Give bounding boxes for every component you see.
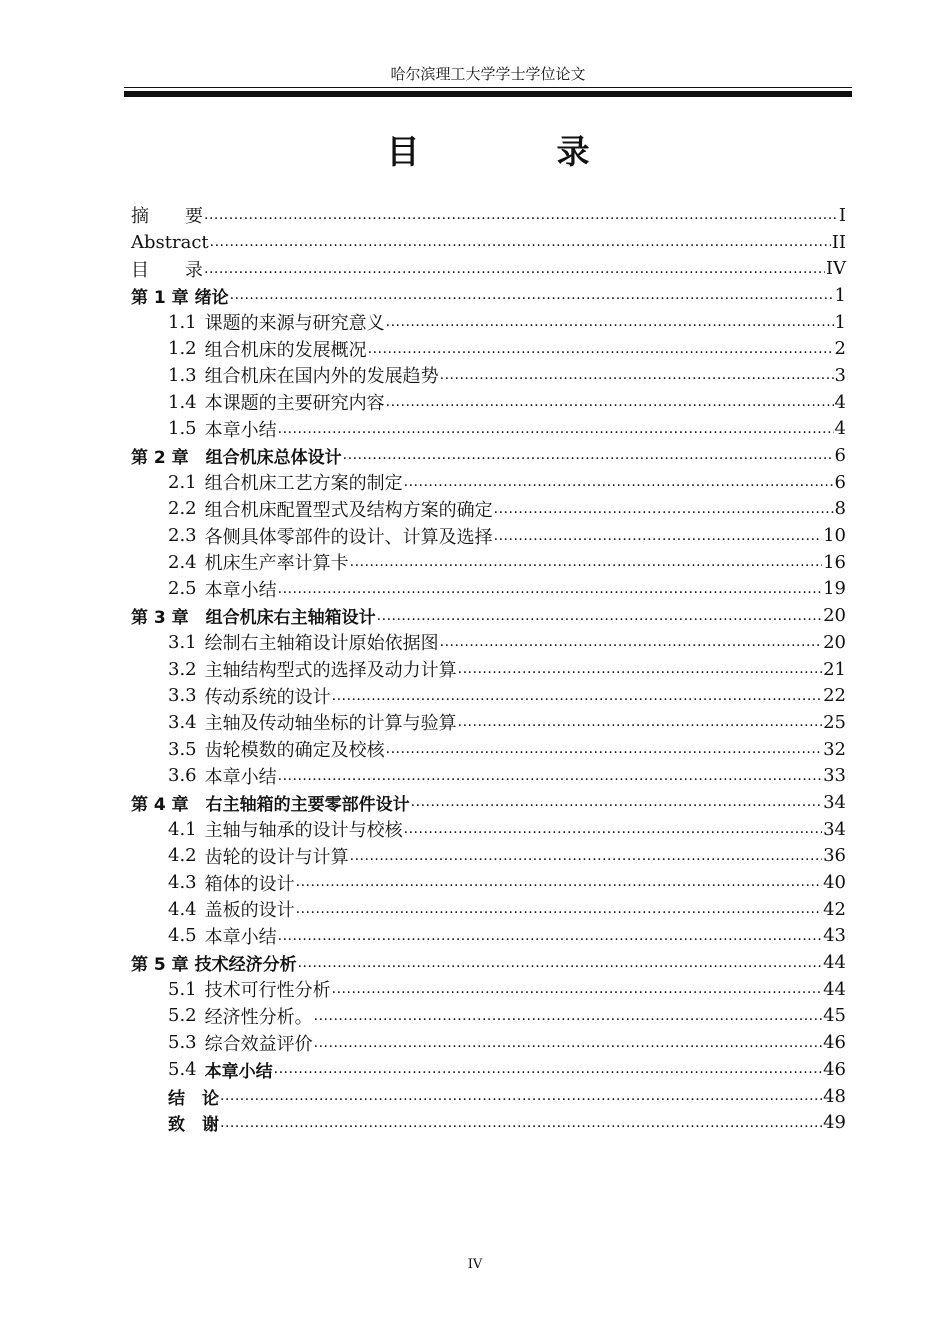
table-of-contents [131,202,846,1136]
toc-entry-label: 第 3 章 组合机床右主轴箱设计 [131,608,376,629]
toc-entry[interactable] [131,1083,846,1110]
toc-entry[interactable] [131,282,846,309]
toc-entry-page: 48 [823,1085,846,1107]
toc-entry[interactable] [131,869,846,896]
page-title: 目 录 [386,132,642,171]
dot-leader [230,288,834,308]
dot-leader [314,1009,822,1029]
toc-entry-page: 20 [823,605,846,627]
toc-entry[interactable] [131,469,846,496]
toc-entry-page: 6 [834,445,846,467]
toc-entry[interactable] [131,896,846,923]
toc-entry-page: 1 [834,284,846,306]
toc-entry-page: 3 [834,364,846,386]
toc-entry[interactable] [131,629,846,656]
toc-entry-page: 16 [823,551,846,573]
toc-entry-page: 4 [834,391,846,413]
toc-entry[interactable] [131,1003,846,1030]
toc-entry-number: 5.1 [168,978,197,1000]
toc-entry-label: 本章小结 [204,579,277,601]
toc-entry-label: 结 论 [168,1088,219,1109]
toc-entry-page: 34 [823,818,846,840]
toc-entry-label: 齿轮的设计与计算 [204,846,349,868]
toc-entry[interactable] [131,335,846,362]
toc-entry-label: 本章小结 [204,926,277,948]
toc-entry-label: 箱体的设计 [204,873,295,895]
toc-entry-number: 2.4 [168,551,197,573]
toc-entry-page: 46 [823,1058,846,1080]
toc-entry[interactable] [131,255,846,282]
dot-leader [314,1036,822,1056]
dot-leader [220,1116,822,1136]
dot-leader [298,956,823,976]
toc-entry-page: 49 [823,1112,846,1134]
toc-entry[interactable] [131,576,846,603]
toc-entry-page: 20 [823,631,846,653]
dot-leader [404,475,834,495]
toc-entry-label: 本课题的主要研究内容 [204,393,385,415]
toc-entry-number: 2.1 [168,471,197,493]
toc-entry-label: 主轴与轴承的设计与校核 [204,820,403,842]
dot-leader [458,715,822,735]
toc-entry-number: 2.5 [168,578,197,600]
dot-leader [332,689,822,709]
dot-leader [278,582,822,602]
dot-leader [404,822,822,842]
toc-entry-number: 5.2 [168,1005,197,1027]
toc-entry[interactable] [131,496,846,523]
dot-leader [440,368,834,388]
toc-entry-page: 25 [823,711,846,733]
dot-leader [296,902,822,922]
toc-entry-number: 4.5 [168,925,197,947]
dot-leader [494,529,822,549]
toc-entry-page: 21 [823,658,846,680]
page-number: IV [467,1257,483,1272]
toc-entry-number: 1.1 [168,311,197,333]
toc-entry-label: 主轴结构型式的选择及动力计算 [204,660,457,682]
toc-entry[interactable] [131,389,846,416]
toc-entry[interactable] [131,442,846,469]
toc-entry-label: 目 录 [131,259,203,281]
dot-leader [350,849,822,869]
toc-entry-label: 组合机床在国内外的发展趋势 [204,366,439,388]
toc-entry-number: 3.5 [168,738,197,760]
toc-entry-page: 44 [823,978,846,1000]
toc-entry-label: 经济性分析。 [204,1006,313,1028]
toc-entry[interactable] [131,816,846,843]
toc-entry-label: 主轴及传动轴坐标的计算与验算 [204,713,457,735]
toc-entry-label: 第 2 章 组合机床总体设计 [131,448,342,469]
toc-entry[interactable] [131,656,846,683]
toc-entry-label: 综合效益评价 [204,1033,313,1055]
toc-entry-label: Abstract [131,231,209,253]
dot-leader [440,635,822,655]
dot-leader [278,929,822,949]
toc-entry-page: 8 [834,498,846,520]
dot-leader [220,1089,822,1109]
header-rule-thick [124,91,852,97]
toc-entry-label: 摘 要 [131,206,203,228]
toc-entry-label: 本章小结 [204,1061,273,1082]
toc-entry-page: 34 [823,791,846,813]
toc-entry-number: 4.1 [168,818,197,840]
toc-entry-page: 2 [834,338,846,360]
toc-entry[interactable] [131,923,846,950]
toc-entry-label: 第 1 章 绪论 [131,287,229,308]
toc-entry[interactable] [131,229,846,256]
toc-entry-page: 45 [823,1005,846,1027]
toc-entry-page: 33 [823,765,846,787]
toc-entry-page: 19 [823,578,846,600]
running-header: 哈尔滨理工大学学士学位论文 [390,65,586,83]
toc-entry-page: II [831,231,846,253]
dot-leader [411,795,822,815]
toc-entry-page: 10 [823,525,846,547]
toc-entry-label: 技术可行性分析 [204,980,331,1002]
toc-entry-page: 1 [834,311,846,333]
toc-entry[interactable] [131,709,846,736]
toc-entry-number: 3.1 [168,631,197,653]
dot-leader [458,662,822,682]
toc-entry-page: IV [825,258,846,280]
toc-entry-label: 绘制右主轴箱设计原始依据图 [204,633,439,655]
toc-entry-page: 22 [823,685,846,707]
toc-entry-page: 46 [823,1032,846,1054]
toc-entry-number: 3.4 [168,711,197,733]
toc-entry-label: 本章小结 [204,766,277,788]
toc-entry-label: 第 4 章 右主轴箱的主要零部件设计 [131,794,410,815]
toc-entry-number: 3.6 [168,765,197,787]
toc-entry-page: 44 [823,952,846,974]
dot-leader [278,422,834,442]
toc-entry-number: 3.2 [168,658,197,680]
toc-entry-label: 各侧具体零部件的设计、计算及选择 [204,526,493,548]
toc-entry[interactable] [131,416,846,443]
header-rule-thin [124,87,852,88]
toc-entry[interactable] [131,949,846,976]
toc-entry[interactable] [131,762,846,789]
toc-entry-page: 32 [823,738,846,760]
toc-entry-page: I [838,204,846,226]
toc-entry[interactable] [131,736,846,763]
dot-leader [386,742,822,762]
dot-leader [350,555,822,575]
toc-entry-number: 1.2 [168,338,197,360]
toc-entry-page: 6 [834,471,846,493]
dot-leader [368,342,834,362]
toc-entry-page: 43 [823,925,846,947]
toc-entry[interactable] [131,202,846,229]
dot-leader [343,448,834,468]
toc-entry-label: 课题的来源与研究意义 [204,313,385,335]
toc-entry-label: 机床生产率计算卡 [204,553,349,575]
toc-entry-number: 2.3 [168,525,197,547]
toc-entry-label: 组合机床工艺方案的制定 [204,473,403,495]
toc-entry-label: 第 5 章 技术经济分析 [131,955,297,976]
toc-entry-label: 致 谢 [168,1115,219,1136]
toc-entry-label: 齿轮模数的确定及校核 [204,740,385,762]
toc-entry-number: 5.4 [168,1058,197,1080]
toc-entry-label: 组合机床配置型式及结构方案的确定 [204,499,493,521]
dot-leader [386,315,834,335]
dot-leader [296,875,822,895]
toc-entry-number: 4.3 [168,872,197,894]
toc-entry-number: 4.2 [168,845,197,867]
toc-entry-number: 4.4 [168,898,197,920]
toc-entry[interactable] [131,362,846,389]
toc-entry[interactable] [131,549,846,576]
toc-entry[interactable] [131,1029,846,1056]
toc-entry-page: 42 [823,898,846,920]
dot-leader [386,395,834,415]
toc-entry-number: 3.3 [168,685,197,707]
toc-entry[interactable] [131,1109,846,1136]
toc-entry-number: 2.2 [168,498,197,520]
toc-entry-number: 1.4 [168,391,197,413]
dot-leader [204,262,825,282]
toc-entry[interactable] [131,309,846,336]
toc-entry-page: 40 [823,872,846,894]
dot-leader [274,1062,822,1082]
toc-entry-page: 36 [823,845,846,867]
dot-leader [332,982,822,1002]
toc-entry-number: 5.3 [168,1032,197,1054]
dot-leader [278,769,822,789]
toc-entry[interactable] [131,1056,846,1083]
toc-entry[interactable] [131,682,846,709]
toc-entry[interactable] [131,789,846,816]
dot-leader [210,235,831,255]
dot-leader [377,609,822,629]
toc-entry-label: 盖板的设计 [204,900,295,922]
toc-entry[interactable] [131,522,846,549]
toc-entry-label: 组合机床的发展概况 [204,339,367,361]
dot-leader [204,208,838,228]
toc-entry-number: 1.3 [168,364,197,386]
toc-entry-number: 1.5 [168,418,197,440]
toc-entry[interactable] [131,602,846,629]
dot-leader [494,502,834,522]
toc-entry-label: 本章小结 [204,419,277,441]
toc-entry[interactable] [131,843,846,870]
toc-entry-page: 4 [834,418,846,440]
toc-entry[interactable] [131,976,846,1003]
toc-entry-label: 传动系统的设计 [204,686,331,708]
